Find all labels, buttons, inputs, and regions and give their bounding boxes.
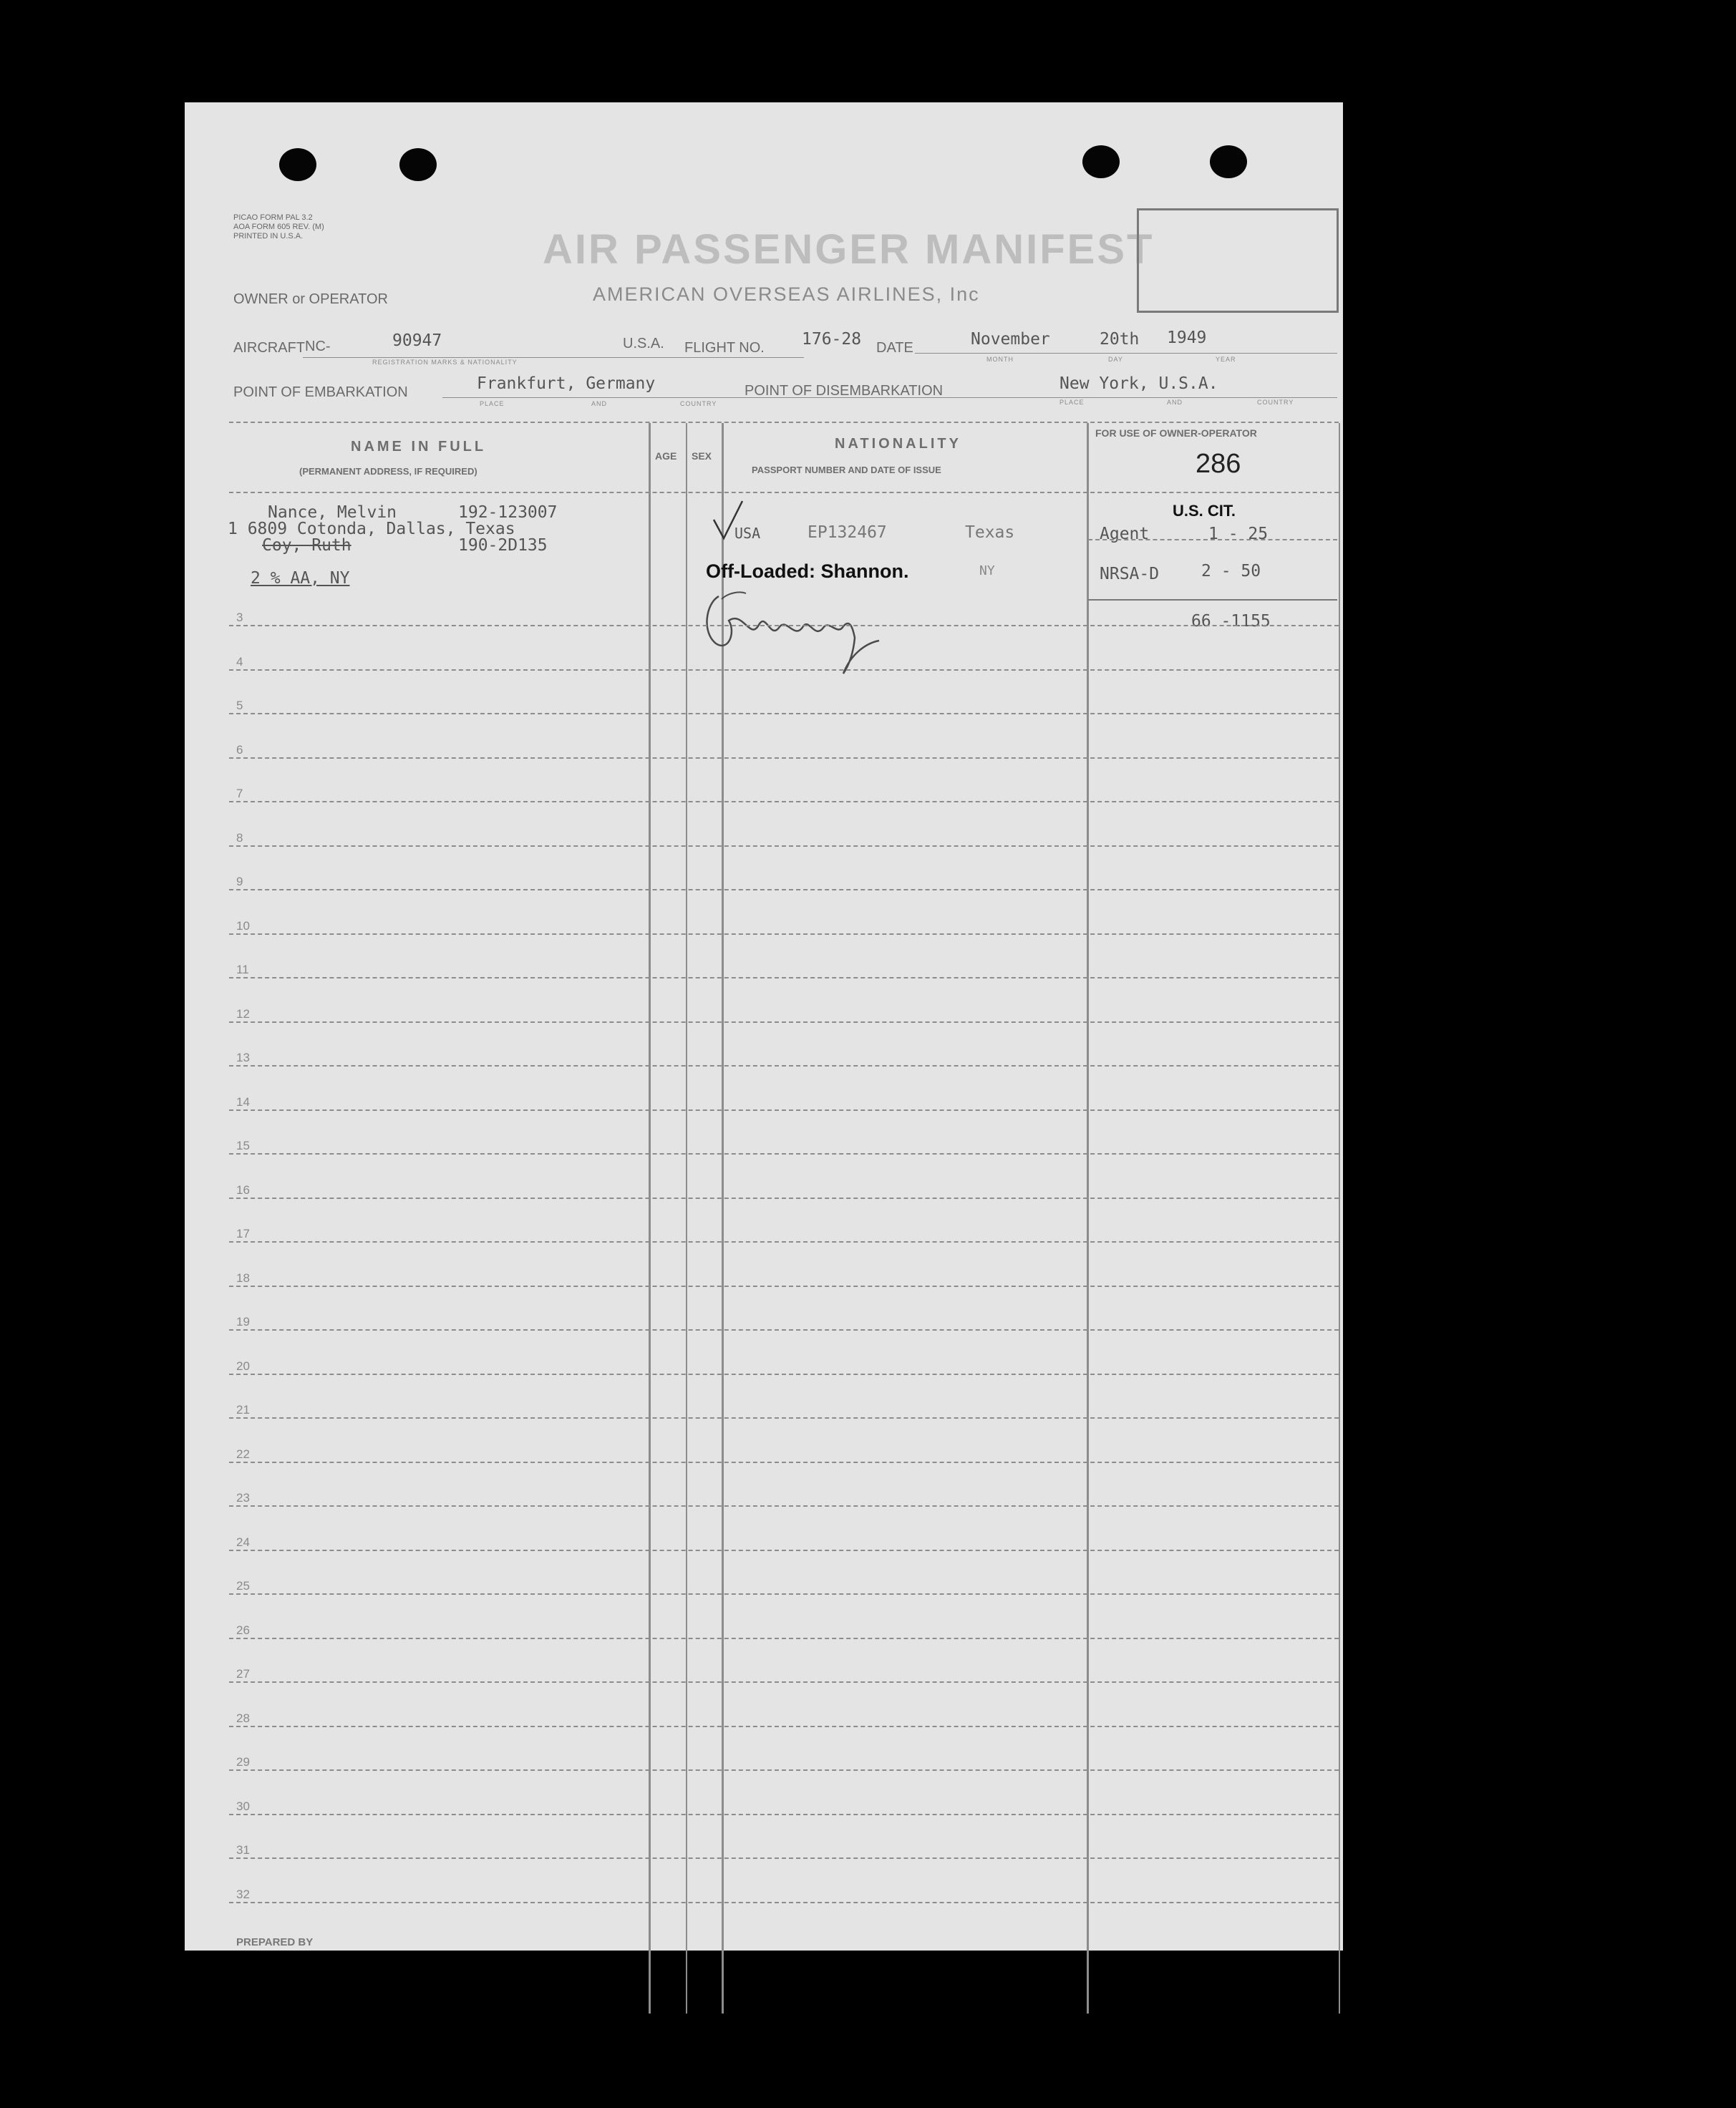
passenger-2-name: Coy, Ruth <box>262 536 351 555</box>
aircraft-prefix: NC- <box>305 339 331 354</box>
table-row <box>229 1593 1339 1595</box>
row-number: 16 <box>236 1183 250 1197</box>
stamp-box <box>1137 208 1339 313</box>
passenger-1-name: Nance, Melvin <box>268 503 397 522</box>
row-number: 18 <box>236 1271 250 1285</box>
country-caption-2: COUNTRY <box>1257 399 1294 406</box>
aircraft-underline <box>303 357 804 358</box>
passenger-2-address: 2 % AA, NY <box>251 569 350 588</box>
form-code: PICAO FORM PAL 3.2 AOA FORM 605 REV. (M) PRINTED IN U.S.A. <box>233 213 324 241</box>
row-number: 29 <box>236 1755 250 1769</box>
table-row <box>229 1417 1339 1419</box>
and-caption-2: AND <box>1167 399 1183 406</box>
passenger-1-address: 1 6809 Cotonda, Dallas, Texas <box>228 520 515 538</box>
nationality-subheader: PASSPORT NUMBER AND DATE OF ISSUE <box>752 465 941 475</box>
table-top-rule <box>229 422 1339 423</box>
row-number: 5 <box>236 699 243 712</box>
row-number: 24 <box>236 1535 250 1549</box>
month-caption: MONTH <box>986 356 1014 363</box>
row-number: 20 <box>236 1359 250 1373</box>
embarkation-value: Frankfurt, Germany <box>477 374 656 393</box>
table-row <box>229 1638 1339 1639</box>
table-row <box>229 1769 1339 1771</box>
manifest-sheet <box>185 102 1343 1951</box>
table-row <box>229 757 1339 759</box>
row-number: 6 <box>236 743 243 757</box>
date-day: 20th <box>1100 330 1140 349</box>
date-year: 1949 <box>1167 329 1207 347</box>
passenger-1-passport: EP132467 <box>808 523 887 542</box>
date-month: November <box>971 330 1050 349</box>
nationality-label: U.S.A. <box>623 336 664 351</box>
place-caption: PLACE <box>480 400 505 407</box>
registration-caption: REGISTRATION MARKS & NATIONALITY <box>372 359 518 366</box>
row-number: 11 <box>236 963 249 976</box>
passenger-2-owner-value: 2 - 50 <box>1201 562 1261 581</box>
line-3-owner-value: 66 -1155 <box>1191 612 1271 631</box>
row-number: 10 <box>236 919 250 933</box>
offloaded-stamp: Off-Loaded: Shannon. <box>706 560 909 582</box>
punch-hole-3 <box>1082 145 1120 178</box>
row-number: 19 <box>236 1315 250 1329</box>
nationality-header: NATIONALITY <box>835 436 961 452</box>
disembarkation-value: New York, U.S.A. <box>1059 374 1218 393</box>
row-number: 27 <box>236 1667 250 1681</box>
page-number: 286 <box>1196 449 1241 479</box>
table-row <box>229 1902 1339 1903</box>
table-row <box>229 1681 1339 1683</box>
row-number: 25 <box>236 1579 250 1593</box>
us-citizen-stamp: U.S. CIT. <box>1173 502 1236 520</box>
table-row <box>229 669 1339 671</box>
flight-label: FLIGHT NO. <box>684 340 765 356</box>
row-number: 13 <box>236 1051 250 1064</box>
name-header: NAME IN FULL <box>351 439 487 455</box>
row-number: 28 <box>236 1711 250 1725</box>
aircraft-number: 90947 <box>392 331 442 350</box>
passenger-1-owner-value: 1 - 25 <box>1208 525 1269 543</box>
col-divider-age <box>686 423 687 2014</box>
punch-hole-4 <box>1210 145 1247 178</box>
table-row <box>229 1374 1339 1375</box>
row-number: 17 <box>236 1227 250 1240</box>
entry-1-rule <box>1088 539 1337 540</box>
row-number: 9 <box>236 875 243 888</box>
entry-2-rule <box>1088 599 1337 601</box>
name-subheader: (PERMANENT ADDRESS, IF REQUIRED) <box>299 466 477 477</box>
embarkation-label: POINT OF EMBARKATION <box>233 384 408 400</box>
row-number: 31 <box>236 1843 250 1857</box>
punch-hole-2 <box>399 148 437 181</box>
table-row <box>229 713 1339 714</box>
table-row <box>229 1814 1339 1815</box>
table-row <box>229 1021 1339 1023</box>
row-number: 23 <box>236 1491 250 1505</box>
airline-name: AMERICAN OVERSEAS AIRLINES, Inc <box>593 283 980 305</box>
passenger-1-owner: Agent <box>1100 525 1150 543</box>
row-number: 22 <box>236 1447 250 1461</box>
table-row <box>229 1065 1339 1067</box>
table-row <box>229 1329 1339 1331</box>
date-label: DATE <box>876 340 913 356</box>
table-row <box>229 1726 1339 1727</box>
day-caption: DAY <box>1108 356 1123 363</box>
col-divider-name <box>649 423 651 2014</box>
row-number: 15 <box>236 1139 250 1152</box>
table-row <box>229 801 1339 802</box>
row-number: 8 <box>236 831 243 845</box>
row-number: 4 <box>236 655 243 669</box>
disembarkation-label: POINT OF DISEMBARKATION <box>745 383 944 399</box>
table-row <box>229 1153 1339 1155</box>
row-number: 7 <box>236 787 243 800</box>
passenger-1-ticket: 192-123007 <box>458 503 558 522</box>
table-row <box>229 1462 1339 1463</box>
year-caption: YEAR <box>1216 356 1236 363</box>
punch-hole-1 <box>279 148 316 181</box>
sex-header: SEX <box>692 450 712 462</box>
row-number: 32 <box>236 1888 250 1901</box>
col-divider-nationality <box>1087 423 1089 2014</box>
row-number: 21 <box>236 1403 250 1417</box>
table-row <box>229 845 1339 847</box>
table-row <box>229 1241 1339 1243</box>
table-row <box>229 889 1339 890</box>
row-number: 14 <box>236 1095 250 1109</box>
table-row <box>229 1857 1339 1859</box>
row-number: 3 <box>236 611 243 624</box>
owner-label: OWNER or OPERATOR <box>233 291 388 307</box>
age-header: AGE <box>655 450 677 462</box>
embark-underline <box>442 397 1337 398</box>
passenger-2-ticket: 190-2D135 <box>458 536 548 555</box>
table-row <box>229 1286 1339 1287</box>
row-number: 26 <box>236 1623 250 1637</box>
table-row <box>229 933 1339 935</box>
row-number: 12 <box>236 1007 250 1021</box>
place-caption-2: PLACE <box>1059 399 1085 406</box>
table-row <box>229 1109 1339 1111</box>
page-title: AIR PASSENGER MANIFEST <box>543 226 1155 273</box>
owner-use-header: FOR USE OF OWNER-OPERATOR <box>1095 427 1257 439</box>
passenger-2-owner: NRSA-D <box>1100 565 1160 583</box>
table-row <box>229 1505 1339 1507</box>
date-underline <box>915 353 1337 354</box>
header-bottom-rule <box>229 492 1339 493</box>
table-row <box>229 1550 1339 1551</box>
flight-number: 176-28 <box>802 330 862 349</box>
table-row <box>229 977 1339 978</box>
passenger-2-suffix: NY <box>979 563 995 578</box>
country-caption: COUNTRY <box>680 400 717 407</box>
table-row <box>229 625 1339 626</box>
table-row <box>229 1198 1339 1199</box>
aircraft-label: AIRCRAFT <box>233 340 305 356</box>
passenger-1-nationality: USA <box>734 525 761 542</box>
col-divider-right <box>1339 423 1340 2014</box>
prepared-by-label: PREPARED BY <box>236 1936 314 1948</box>
and-caption: AND <box>591 400 608 407</box>
passenger-1-issue: Texas <box>965 523 1015 542</box>
row-number: 30 <box>236 1799 250 1813</box>
